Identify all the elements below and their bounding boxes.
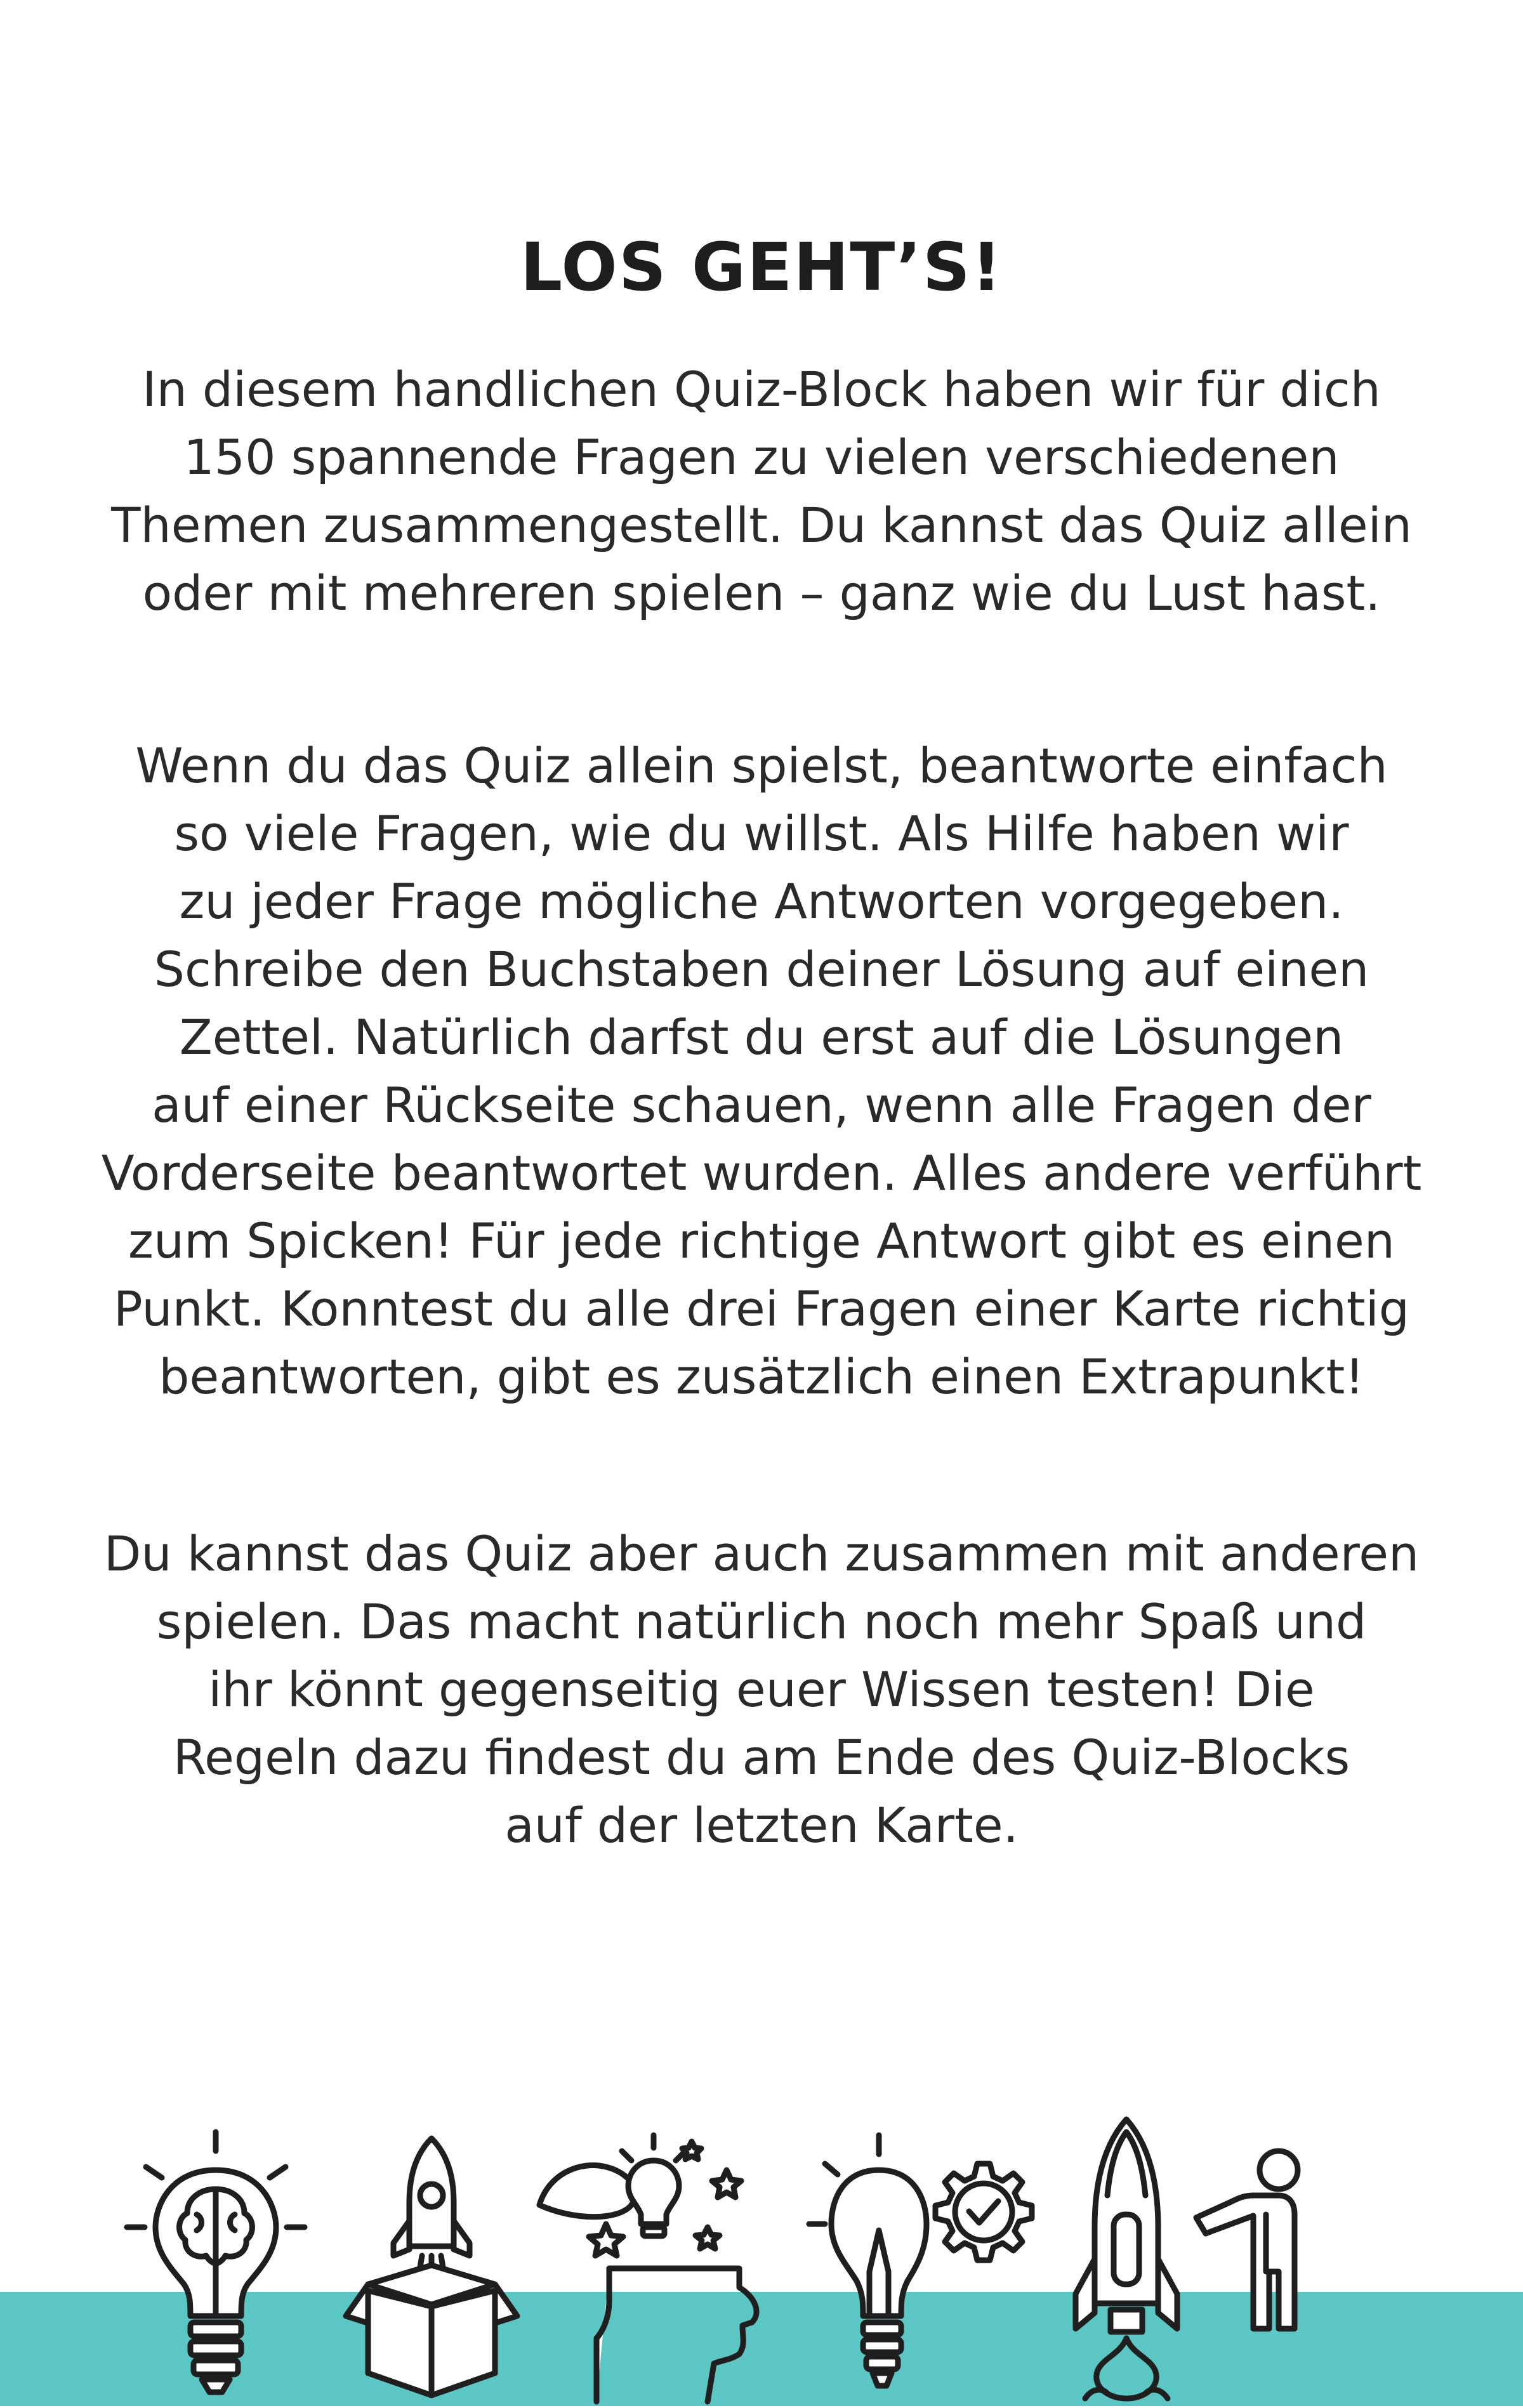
- text-line: In diesem handlichen Quiz-Block haben wir für dich: [142, 361, 1381, 418]
- text-line: Du kannst das Quiz aber auch zusammen mit anderen: [103, 1525, 1420, 1582]
- head-idea-stars-icon: [536, 2135, 765, 2408]
- text-line: ihr könnt gegenseitig euer Wissen testen! Die: [208, 1661, 1315, 1718]
- text-line: Zettel. Natürlich darfst du erst auf die Lösungen: [179, 1009, 1344, 1065]
- text-line: auf der letzten Karte.: [504, 1797, 1019, 1853]
- solo-rules-paragraph: [63, 732, 1460, 1411]
- brain-lightbulb-icon: [127, 2132, 305, 2405]
- text-line: Punkt. Konntest du alle drei Fragen einer Karte richtig: [113, 1280, 1410, 1337]
- text-line: spielen. Das macht natürlich noch mehr Spaß und: [156, 1593, 1367, 1650]
- text-line: 150 spannende Fragen zu vielen verschiedenen: [183, 429, 1340, 485]
- intro-paragraph: [63, 355, 1460, 627]
- text-line: Regeln dazu findest du am Ende des Quiz-Blocks: [173, 1729, 1350, 1786]
- group-rules-paragraph: [63, 1520, 1460, 1859]
- footer-icons: [0, 2119, 1523, 2406]
- text-line: so viele Fragen, wie du willst. Als Hilfe haben wir: [174, 805, 1349, 862]
- text-line: auf einer Rückseite schauen, wenn alle Fragen der: [152, 1077, 1371, 1133]
- lightbulb-gear-icon: [809, 2135, 1038, 2408]
- text-line: beantworten, gibt es zusätzlich einen Extrapunkt!: [159, 1348, 1364, 1405]
- text-line: oder mit mehreren spielen – ganz wie du Lust hast.: [142, 565, 1381, 621]
- text-line: Vorderseite beantwortet wurden. Alles andere verführt: [101, 1145, 1422, 1201]
- text-line: zum Spicken! Für jede richtige Antwort gibt es einen: [128, 1213, 1395, 1269]
- rocket-box-icon: [343, 2138, 520, 2405]
- text-line: Schreibe den Buchstaben deiner Lösung auf einen: [154, 941, 1369, 997]
- text-line: Themen zusammengestellt. Du kannst das Quiz allein: [111, 497, 1412, 553]
- text-line: Wenn du das Quiz allein spielst, beantworte einfach: [135, 737, 1388, 794]
- rocket-person-icon: [1072, 2119, 1326, 2406]
- page-title: LOS GEHT’S!: [520, 228, 1003, 306]
- text-line: zu jeder Frage mögliche Antworten vorgegeben.: [179, 873, 1344, 930]
